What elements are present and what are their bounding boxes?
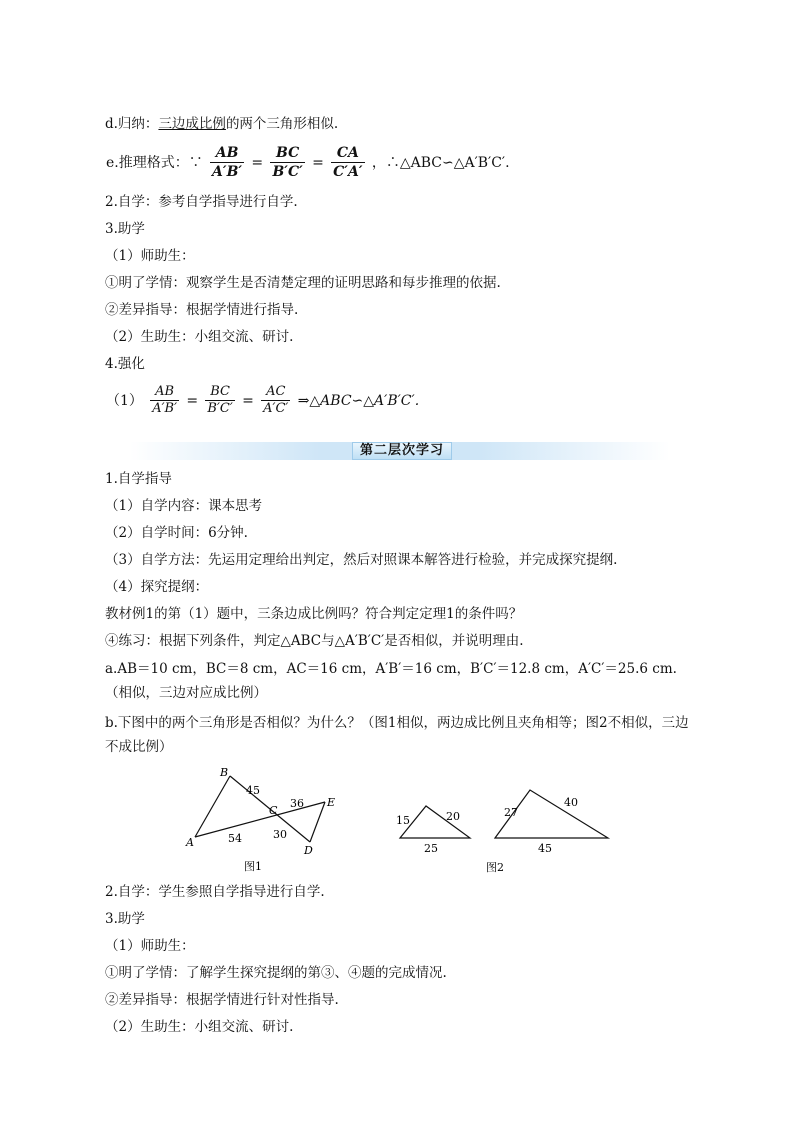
practice-a: a.AB＝10 cm，BC＝8 cm，AC＝16 cm，A′B′＝16 cm，B′C′＝12.8 cm，A′C′＝25.6 cm.（相似，三边对应成比例） [105, 661, 677, 701]
large-right-side: 40 [564, 796, 578, 809]
segment-ed [310, 802, 325, 842]
fraction-bc [270, 144, 304, 181]
example-question: 教材例1的第（1）题中，三条边成比例吗？符合判定定理1的条件吗？ [105, 606, 523, 622]
summary-underlined: 三边成比例 [158, 116, 226, 132]
equals-sign: = [242, 392, 254, 409]
guide-method: （3）自学方法：先运用定理给出判定，然后对照课本解答进行检验，并完成探究提纲. [105, 552, 618, 568]
label-a: A [186, 836, 194, 849]
fraction-denominator: A′C′ [263, 401, 289, 416]
length-ce: 36 [290, 797, 304, 810]
practice-line: ④练习：根据下列条件，判定△ABC与△A′B′C′是否相似，并说明理由. [105, 633, 524, 649]
label-c: C [269, 804, 278, 817]
small-base: 25 [424, 842, 438, 855]
reinforce-prefix: （1） [106, 392, 143, 409]
teacher-help-line: （1）师助生： [105, 248, 195, 264]
fraction-numerator: CA [331, 144, 364, 163]
fraction-ac [261, 384, 290, 417]
fraction-ca [331, 144, 364, 181]
fraction-numerator: AC [261, 384, 290, 401]
fraction-ab [210, 144, 244, 181]
fraction-denominator: B′C′ [207, 401, 233, 416]
guide-heading: 1.自学指导 [105, 471, 172, 487]
equals-sign: = [312, 154, 324, 171]
section-banner [130, 442, 670, 460]
differentiated-guidance-line: ②差异指导：根据学情进行指导. [105, 302, 299, 318]
reasoning-label: e.推理格式：∵ [106, 154, 203, 171]
self-study-line-2: 2.自学：学生参照自学指导进行自学. [105, 884, 325, 900]
fraction-numerator: AB [150, 384, 179, 401]
reinforce-conclusion: ⇒△ABC∽△A′B′C′. [297, 392, 420, 409]
length-bc: 45 [246, 784, 260, 797]
figure-2 [390, 778, 620, 878]
figure-1-caption: 图1 [244, 860, 262, 873]
figure-2-caption: 图2 [486, 861, 504, 874]
fraction-bc [205, 384, 234, 417]
self-study-line: 2.自学：参考自学指导进行自学. [105, 194, 298, 210]
guide-content: （1）自学内容：课本思考 [105, 498, 263, 514]
summary-line [105, 114, 338, 134]
equals-sign: = [251, 154, 264, 171]
summary-rest: 的两个三角形相似. [225, 116, 339, 132]
fraction-ab [150, 384, 179, 417]
practice-b: b.下图中的两个三角形是否相似？为什么？（图1相似，两边成比例且夹角相等；图2不相似，三边不成比例） [105, 715, 689, 755]
reinforce-heading: 4.强化 [105, 356, 145, 372]
learning-status-line: ①明了学情：观察学生是否清楚定理的证明思路和每步推理的依据. [105, 275, 501, 291]
reinforce-formula [105, 382, 420, 419]
help-study-heading-2: 3.助学 [105, 911, 145, 927]
section-banner-label: 第二层次学习 [352, 442, 452, 460]
segment-ab [195, 776, 230, 837]
fraction-numerator: BC [205, 384, 234, 401]
help-study-heading: 3.助学 [105, 221, 145, 237]
equals-sign: = [186, 392, 199, 409]
fraction-denominator: A′B′ [212, 164, 243, 180]
fraction-denominator: C′A′ [333, 164, 363, 180]
differentiated-guidance-line-2: ②差异指导：根据学情进行针对性指导. [105, 992, 339, 1008]
learning-status-line-2: ①明了学情：了解学生探究提纲的第③、④题的完成情况. [105, 965, 447, 981]
label-b: B [220, 766, 229, 779]
segment-ae [195, 802, 325, 837]
large-left-side: 27 [504, 806, 518, 819]
large-base: 45 [538, 842, 552, 855]
label-d: D [304, 844, 313, 857]
peer-help-line-2: （2）生助生：小组交流、研讨. [105, 1019, 294, 1035]
figure-1 [180, 762, 340, 877]
teacher-help-line-2: （1）师助生： [105, 938, 195, 954]
length-ac: 54 [228, 832, 242, 845]
fraction-denominator: B′C′ [272, 164, 303, 180]
fraction-numerator: AB [210, 144, 244, 163]
reasoning-conclusion: ，∴△ABC∽△A′B′C′. [371, 154, 510, 171]
guide-time: （2）自学时间：6分钟. [105, 525, 248, 541]
guide-outline: （4）探究提纲： [105, 579, 209, 595]
small-right-side: 20 [446, 810, 460, 823]
small-left-side: 15 [396, 814, 410, 827]
summary-label: d.归纳： [105, 116, 159, 132]
length-cd: 30 [273, 828, 287, 841]
fraction-numerator: BC [270, 144, 304, 163]
peer-help-line: （2）生助生：小组交流、研讨. [105, 329, 294, 345]
fraction-denominator: A′B′ [152, 401, 178, 416]
reasoning-format-line [105, 143, 511, 182]
label-e: E [327, 796, 336, 809]
